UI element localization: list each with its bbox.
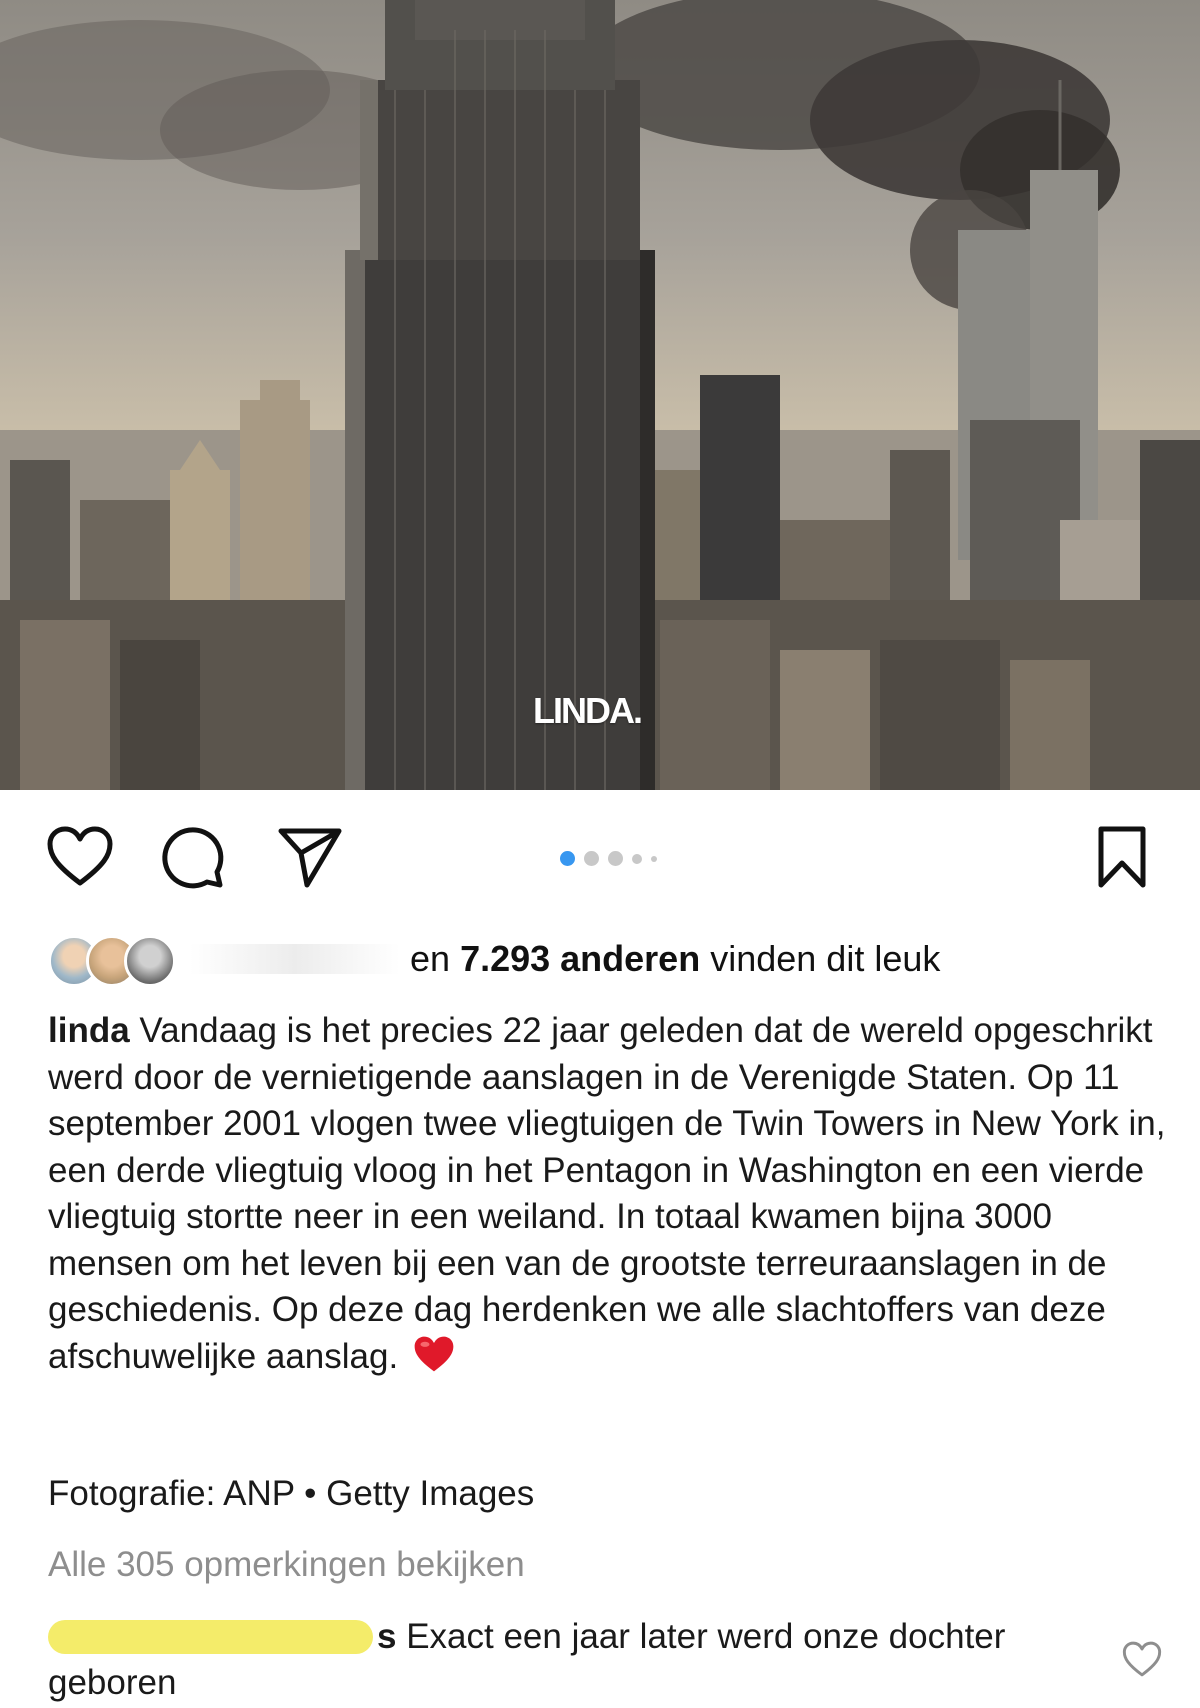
heart-emoji [412,1334,456,1387]
caption-text: Vandaag is het precies 22 jaar geleden dat de wereld opgeschrikt werd door de vernietigende aanslagen in de Verenigde Staten. Op 11 september 2001 vlogen twee vliegtuigen de Twin Towers in New York in, een derde vliegtuig vloog in het Pentagon in Washington en een vierde vliegtuig stortte neer in een weiland. In totaal kwamen bijna 3000 mensen om het leven bij een van de grootste terreuraanslagen in de geschiedenis. Op deze dag herdenken we alle slachtoffers van deze afschuwelijke aanslag. [48,1011,1166,1376]
comment-button[interactable] [150,815,234,899]
likes-summary[interactable] [48,930,940,988]
comment-username-fragment[interactable]: s [377,1617,397,1656]
photo-credit: Fotografie: ANP • Getty Images [48,1474,535,1513]
liker-avatars [48,933,178,985]
city-skyline-image [0,0,1200,790]
comment-item [48,1614,1088,1706]
likes-suffix: vinden dit leuk [710,938,941,979]
likes-prefix: en [410,938,451,979]
bookmark-icon [1096,825,1148,889]
blurred-username [190,944,400,974]
caption-username[interactable]: linda [48,1011,130,1050]
comment-text: Exact een jaar later werd onze dochter geboren [48,1617,1006,1702]
watermark-logo: LINDA. [533,690,641,731]
redacted-username [48,1620,373,1654]
carousel-indicator [560,851,657,866]
avatar [124,935,176,987]
likes-count[interactable]: 7.293 anderen [460,938,701,979]
paper-plane-icon [277,825,343,889]
post-caption [48,1008,1168,1386]
carousel-dot [608,851,623,866]
post-action-bar [0,815,1200,905]
heart-icon [46,825,114,889]
carousel-dot [632,854,642,864]
carousel-dot [651,856,657,862]
comment-icon [159,824,225,890]
red-heart-icon [412,1334,456,1374]
comment-like-button[interactable] [1122,1640,1166,1684]
view-all-comments-link[interactable]: Alle 305 opmerkingen bekijken [48,1545,525,1584]
like-button[interactable] [38,815,122,899]
carousel-dot [584,851,599,866]
carousel-dot-active [560,851,575,866]
save-button[interactable] [1080,815,1164,899]
heart-icon [1122,1640,1162,1678]
share-button[interactable] [268,815,352,899]
post-photo[interactable] [0,0,1200,790]
